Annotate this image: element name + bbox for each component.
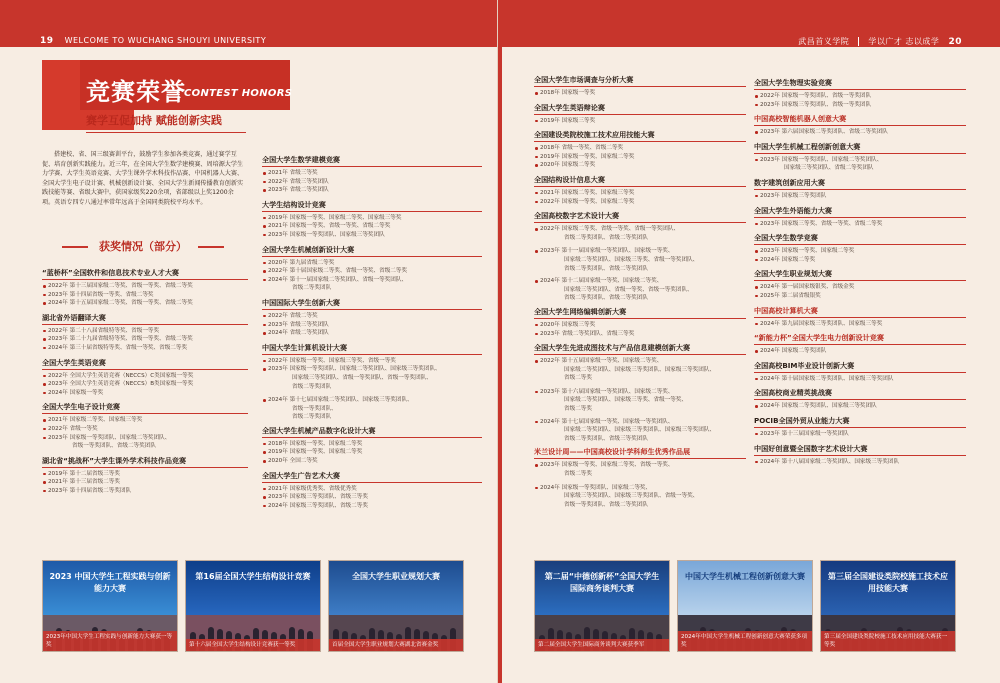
award-entry: 2023年 第十四届省级一等奖、省级二等奖 (42, 291, 248, 300)
competition-title: 全国大学生网络编辑创新大赛 (534, 307, 746, 319)
left-header (40, 36, 266, 46)
award-entry: 2024年 第十二届国家级一等奖、国家级二等奖、 (534, 277, 746, 286)
award-entry: 2023年 国家级三等奖团队、省级三等奖 (262, 493, 482, 502)
competition-title: 全国大学生先进成图技术与产品信息建模创新大赛 (534, 343, 746, 355)
award-entry: 2024年 第十五届国家级二等奖、省级一等奖、省级二等奖 (42, 299, 248, 308)
award-entry: 2023年 第二十九届省级特等奖、省级一等奖、省级二等奖 (42, 335, 248, 344)
competition-block (42, 456, 248, 496)
competition-block (534, 277, 746, 303)
photo-5 (677, 560, 813, 652)
competition-title: 中国高校智能机器人创意大赛 (754, 114, 966, 126)
award-entry-continued: 省级二等奖 (564, 406, 592, 413)
award-entry: 2023年 第十六届国家级一等奖团队、国家级二等奖、 (534, 388, 746, 397)
award-entry-continued: 国家级三等奖团队、省级二等奖团队 (784, 165, 874, 172)
competition-block (42, 268, 248, 308)
competition-title: 全国大学生电子设计竞赛 (42, 402, 248, 414)
award-entry: 2022年 第二十八届省级特等奖、省级一等奖 (42, 327, 248, 336)
award-entry: 2019年 国家级一等奖、国家级二等奖 (262, 448, 482, 457)
competition-title: 中国大学生机械工程创新创意大赛 (754, 142, 966, 154)
competition-title: 全国高校数字艺术设计大赛 (534, 211, 746, 223)
photo-5-banner: 中国大学生机械工程创新创意大赛 (685, 572, 805, 581)
photo-3 (328, 560, 464, 652)
award-entry: 2024年 国家级一等奖团队、国家级二等奖、 (534, 484, 746, 493)
award-entry: 2020年 第九届省级二等奖 (262, 259, 482, 268)
competition-title: 全国大学生职业规划大赛 (754, 269, 966, 281)
competition-block (262, 426, 482, 466)
award-entry: 2024年 国家级二等奖团队 (754, 347, 966, 356)
competition-title: 全国建设类院校施工技术应用技能大赛 (534, 130, 746, 142)
header-separator (858, 37, 859, 46)
competition-title: POCIB全国外贸从业能力大赛 (754, 416, 966, 428)
award-entry-continued: 国家级三等奖团队、省级一等奖、省级一等奖团队、 (564, 286, 693, 293)
award-entry: 2022年 国家级一等奖团队、省级一等奖团队 (754, 92, 966, 101)
competition-title: “蓝桥杯”全国软件和信息技术专业人才大赛 (42, 268, 248, 280)
right-header-motto: 学以广才 志以成学 (868, 37, 940, 46)
award-entry-continued: 省级一等奖团队、省级二等奖团队 (564, 501, 648, 508)
competition-block (754, 269, 966, 300)
competition-title: 中国好创意暨全国数字艺术设计大赛 (754, 444, 966, 456)
photo-2-caption: 第十六届全国大学生结构设计竞赛获一等奖 (186, 639, 320, 651)
award-entry: 2021年 国家级二等奖、国家级三等奖 (42, 416, 248, 425)
competition-block (534, 484, 746, 510)
right-page-number: 20 (948, 37, 962, 47)
award-entry: 2022年 国家级一等奖、国家级三等奖、省级一等奖 (262, 357, 482, 366)
competition-block (42, 402, 248, 450)
award-entry-continued: 省级二等奖团队、省级三等奖团队 (564, 435, 648, 442)
competition-title: “新能力杯”全国大学生电力创新设计竞赛 (754, 333, 966, 345)
photo-3-banner: 全国大学生职业规划大赛 (352, 572, 440, 581)
award-header-left-rule (62, 246, 88, 248)
competition-title: 湖北省“挑战杯”大学生课外学术科技作品竞赛 (42, 456, 248, 468)
award-entry: 2022年 国家级一等奖、国家级二等奖 (534, 198, 746, 207)
award-entry-continued: 省级一等奖团队、 (292, 405, 337, 412)
competition-block (262, 298, 482, 338)
award-entry: 2024年 第十一届国家级二等奖团队、省级一等奖团队、 (262, 276, 482, 285)
competition-title: 全国大学生数学建模竞赛 (262, 155, 482, 167)
photo-4-banner: 第二届“中德创新杯”全国大学生国际商务谈判大赛 (544, 572, 660, 593)
left-page-number: 19 (40, 36, 54, 46)
page-title: 竞赛荣誉 (86, 77, 186, 106)
award-entry: 2023年 国家级三等奖、省级一等奖、省级二等奖 (754, 220, 966, 229)
award-entry: 2018年 国家级一等奖、国家级二等奖 (262, 440, 482, 449)
award-entry: 2024年 第十七届国家级二等奖团队、国家级三等奖团队、 (262, 396, 482, 405)
right-header-school: 武昌首义学院 (798, 37, 850, 46)
photo-1-banner: 2023 中国大学生工程实践与创新能力大赛 (49, 572, 171, 593)
award-entry-continued: 省级二等奖团队 (292, 383, 332, 390)
competition-title: 全国大学生物理实验竞赛 (754, 78, 966, 90)
photo-6-banner: 第三届全国建设类院校施工技术应用技能大赛 (828, 572, 948, 593)
award-entry: 2024年 第十届国家级二等奖团队、国家级三等奖团队 (754, 375, 966, 384)
subtitle-divider (86, 132, 246, 133)
competition-block (262, 471, 482, 511)
competition-block (262, 200, 482, 240)
award-entry: 2024年 第十八届国家级二等奖团队、国家级三等奖团队 (754, 458, 966, 467)
photo-4-caption: 第二届全国大学生国际商务谈判大赛获季军 (535, 639, 669, 651)
competition-title: 米兰设计周——中国高校设计学科师生优秀作品展 (534, 447, 746, 459)
right-header (798, 36, 962, 47)
award-entry: 2019年 国家级三等奖 (534, 117, 746, 126)
photo-3-caption: 首届全国大学生职业规划大赛湖北省赛金奖 (329, 639, 463, 651)
photo-1 (42, 560, 178, 652)
award-entry: 2023年 国家级一等奖、国家级二等奖、省级一等奖、 (534, 461, 746, 470)
award-entry-continued: 国家级二等奖团队、国家级三等奖团队、国家级三等奖团队、 (564, 427, 716, 434)
award-entry: 2022年 国家级二等奖、省级一等奖、省级一等奖团队、 (534, 225, 746, 234)
award-entry: 2023年 省级三等奖团队 (262, 321, 482, 330)
award-entry: 2023年 国家级一等奖团队、国家级二等奖团队、国家级三等奖团队、 (262, 365, 482, 374)
competition-block (534, 307, 746, 338)
competition-block (754, 361, 966, 384)
award-entry-continued: 省级二等奖团队、省级二等奖团队 (564, 295, 648, 302)
competition-title: 中国大学生计算机设计大赛 (262, 343, 482, 355)
award-entry: 2022年 第十五届国家级一等奖、国家级二等奖、 (534, 357, 746, 366)
award-entry: 2023年 第十三届国家级一等奖团队 (754, 430, 966, 439)
competition-block (534, 247, 746, 273)
award-entry: 2019年 国家级一等奖、国家级二等奖 (534, 153, 746, 162)
award-entry: 2022年 全国大学生英语竞赛（NECCS）C类国家级一等奖 (42, 372, 248, 381)
award-entry: 2024年 第十七届国家级一等奖、国家级一等奖团队、 (534, 418, 746, 427)
award-entry-continued: 国家级二等奖团队、国家级三等奖团队、国家级三等奖团队、 (564, 366, 716, 373)
award-entry: 2022年 第十届国家级二等奖、省级一等奖、省级二等奖 (262, 267, 482, 276)
award-entry-continued: 国家级二等奖团队、国家级三等奖、省级一等奖团队、 (564, 256, 699, 263)
award-entry-continued: 省级一等奖团队、省级二等奖团队 (72, 443, 156, 450)
award-entry: 2021年 国家级二等奖、国家级三等奖 (534, 189, 746, 198)
award-entry: 2019年 第十二届省级三等奖 (42, 470, 248, 479)
competition-block (754, 233, 966, 264)
competition-block (534, 175, 746, 206)
competition-block (534, 130, 746, 170)
award-entry-continued: 省级二等奖团队、省级二等奖团队 (564, 265, 648, 272)
competition-title: 中国国际大学生创新大赛 (262, 298, 482, 310)
award-entry: 2022年 省级三等奖团队 (262, 178, 482, 187)
award-entry: 2023年 全国大学生英语竞赛（NECCS）B类国家级一等奖 (42, 380, 248, 389)
competition-title: 全国大学生广告艺术大赛 (262, 471, 482, 483)
award-entry: 2019年 国家级一等奖、国家级二等奖、国家级三等奖 (262, 214, 482, 223)
award-entry: 2021年 省级三等奖 (262, 169, 482, 178)
award-entry: 2020年 全国二等奖 (262, 457, 482, 466)
award-entry: 2024年 第九届国家级三等奖团队、国家级三等奖 (754, 320, 966, 329)
competition-block (262, 396, 482, 422)
competition-title: 全国大学生数学竞赛 (754, 233, 966, 245)
award-entry-continued: 省级二等奖团队、省级二等奖团队 (564, 234, 648, 241)
page-title-en: CONTEST HONORS (184, 88, 293, 99)
page-subtitle: 赛学互促加持 赋能创新实践 (86, 114, 222, 127)
competition-block (754, 444, 966, 467)
award-entry: 2025年 第二届省级银奖 (754, 292, 966, 301)
competition-title: 全国大学生英语竞赛 (42, 358, 248, 370)
award-entry-continued: 省级二等奖团队 (292, 414, 332, 421)
competition-column-3 (534, 75, 746, 513)
award-entry-continued: 国家级二等奖团队、国家级三等奖、省级一等奖、 (564, 397, 688, 404)
photo-6-caption: 第三届全国建设类院校施工技术应用技能大赛获一等奖 (821, 631, 955, 651)
competition-block (754, 416, 966, 439)
award-entry-continued: 国家级三等奖团队、国家级三等奖团队、省级一等奖、 (564, 493, 699, 500)
right-page (502, 0, 1000, 683)
competition-title: 全国高校BIM毕业设计创新大赛 (754, 361, 966, 373)
award-entry: 2020年 国家级三等奖 (534, 321, 746, 330)
photo-1-caption: 2023年中国大学生工程实践与创新能力大赛获一等奖 (43, 631, 177, 651)
competition-block (534, 447, 746, 478)
award-entry: 2023年 第十一届国家级一等奖团队、国家级一等奖、 (534, 247, 746, 256)
competition-block (534, 388, 746, 414)
competition-title: 湖北省外语翻译大赛 (42, 313, 248, 325)
competition-block (262, 155, 482, 195)
competition-title: 全国大学生市场调查与分析大赛 (534, 75, 746, 87)
competition-block (534, 418, 746, 444)
award-entry: 2023年 第六届国家级二等奖团队、省级二等奖团队 (754, 128, 966, 137)
award-entry-continued: 省级二等奖 (564, 471, 592, 478)
award-entry: 2023年 省级二等奖团队、省级三等奖 (534, 330, 746, 339)
award-entry: 2023年 国家级一等奖团队、国家级三等奖团队 (262, 231, 482, 240)
award-entry: 2023年 国家级一等奖团队、国家级二等奖团队、 (754, 156, 966, 165)
competition-block (534, 211, 746, 242)
award-entry: 2020年 国家级二等奖 (534, 161, 746, 170)
award-entry: 2023年 国家级一等奖、国家级二等奖 (754, 247, 966, 256)
competition-title: 全国大学生机械创新设计大赛 (262, 245, 482, 257)
award-entry: 2024年 第三十届省级特等奖、省级一等奖、省级二等奖 (42, 344, 248, 353)
photo-2 (185, 560, 321, 652)
competition-block (262, 343, 482, 391)
award-entry: 2021年 第十三届省级二等奖 (42, 478, 248, 487)
competition-block (754, 306, 966, 329)
competition-title: 全国高校商业精英挑战赛 (754, 388, 966, 400)
award-entry: 2024年 国家级一等奖 (42, 389, 248, 398)
award-entry: 2023年 省级二等奖团队 (262, 186, 482, 195)
award-entry-continued: 国家级三等奖团队、省级一等奖团队、省级一等奖团队、 (292, 374, 432, 381)
award-entry: 2024年 国家级二等奖 (754, 256, 966, 265)
photo-2-banner: 第16届全国大学生结构设计竞赛 (195, 572, 311, 581)
competition-block (754, 178, 966, 201)
award-entry: 2018年 省级一等奖、省级二等奖 (534, 144, 746, 153)
award-section-header (62, 238, 224, 256)
competition-title: 全国大学生英语辩论赛 (534, 103, 746, 115)
competition-title: 中国高校计算机大赛 (754, 306, 966, 318)
photo-5-caption: 2024年中国大学生机械工程创新创意大赛荣获多项奖 (678, 631, 812, 651)
award-entry-continued: 省级二等奖团队 (292, 285, 332, 292)
competition-block (534, 103, 746, 126)
left-page (0, 0, 498, 683)
award-entry: 2022年 第十三届国家级二等奖、省级一等奖、省级二等奖 (42, 282, 248, 291)
competition-block (754, 206, 966, 229)
competition-column-4 (754, 78, 966, 471)
award-entry: 2023年 国家级一等奖团队、国家级二等奖团队、 (42, 434, 248, 443)
award-entry: 2024年 第一届国家级银奖、省级金奖 (754, 283, 966, 292)
photo-6 (820, 560, 956, 652)
competition-title: 全国结构设计信息大赛 (534, 175, 746, 187)
award-entry-continued: 省级二等奖 (564, 375, 592, 382)
award-entry: 2024年 省级二等奖团队 (262, 329, 482, 338)
competition-block (754, 388, 966, 411)
competition-block (534, 75, 746, 98)
award-entry: 2023年 国家级三等奖团队、省级一等奖团队 (754, 101, 966, 110)
photo-4 (534, 560, 670, 652)
award-header-right-rule (198, 246, 224, 248)
competition-block (754, 114, 966, 137)
award-section-label: 获奖情况（部分） (99, 240, 187, 253)
competition-column-1 (42, 268, 248, 501)
award-entry: 2022年 省级一等奖 (42, 425, 248, 434)
competition-title: 大学生结构设计竞赛 (262, 200, 482, 212)
award-entry: 2018年 国家级一等奖 (534, 89, 746, 98)
competition-block (42, 313, 248, 353)
competition-block (754, 333, 966, 356)
competition-block (262, 245, 482, 293)
award-entry: 2023年 国家级三等奖团队 (754, 192, 966, 201)
competition-block (42, 358, 248, 398)
competition-title: 数字建筑创新应用大赛 (754, 178, 966, 190)
intro-paragraph: 搭建校、省、国三级赛训平台，鼓励学生参加各类竞赛，通过赛学互促、培育创新实践能力。近三年，在全国大学生数学建模赛、周培源大学生力学赛、大学生英语竞赛、大学生课外学术科技作品赛、中国机器人大赛、全国大学生电子设计赛、机械创新设计赛、全国大学生新闻传播教育创新实践技能等赛、省级大赛中，获国家级奖220余项，省部级以上奖1200余项。英语专四专八通过率常年远高于全国同类院校平均水平。 (42, 151, 244, 206)
award-entry: 2024年 国家级二等奖团队、国家级三等奖团队 (754, 402, 966, 411)
competition-block (754, 142, 966, 173)
award-entry: 2024年 国家级三等奖团队、省级二等奖 (262, 502, 482, 511)
award-entry: 2023年 第十四届省级二等奖团队 (42, 487, 248, 496)
competition-title: 全国大学生外语能力大赛 (754, 206, 966, 218)
competition-column-2 (262, 155, 482, 515)
competition-title: 全国大学生机械产品数字化设计大赛 (262, 426, 482, 438)
award-entry: 2021年 国家级一等奖、省级一等奖、省级二等奖 (262, 222, 482, 231)
competition-block (754, 78, 966, 109)
award-entry: 2022年 省级二等奖 (262, 312, 482, 321)
left-header-text: WELCOME TO WUCHANG SHOUYI UNIVERSITY (64, 36, 267, 45)
competition-block (534, 343, 746, 383)
award-entry: 2021年 国家级优秀奖、省级优秀奖 (262, 485, 482, 494)
